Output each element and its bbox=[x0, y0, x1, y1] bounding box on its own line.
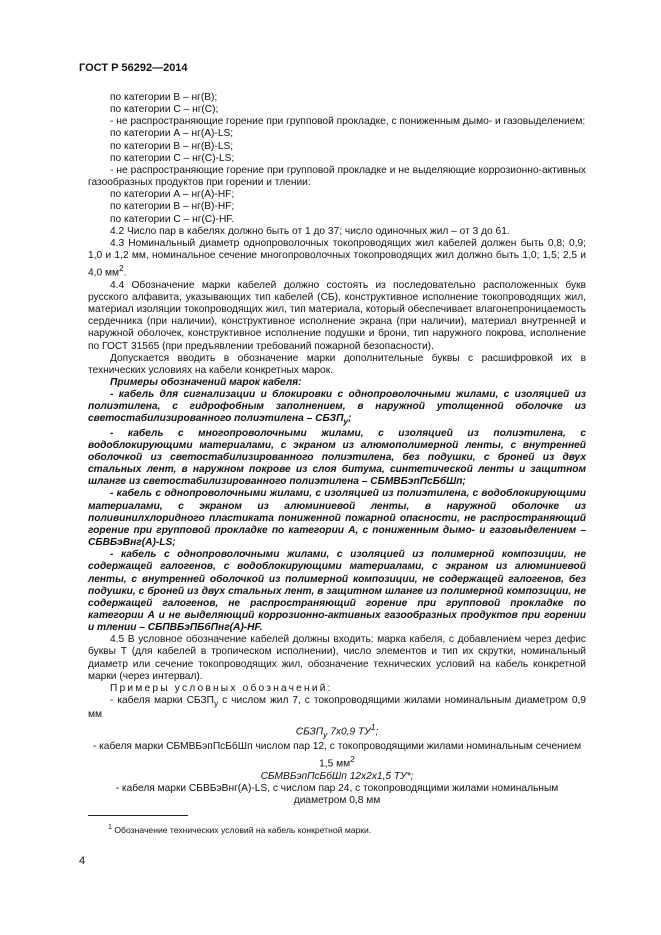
conditional-examples-title: Примеры условных обозначений: bbox=[110, 682, 333, 694]
page-number: 4 bbox=[79, 855, 86, 867]
conditional-example: - кабеля марки $СБЗП_у$ с числом жил 7, с токопроводящими жилами номинальным диаметром 0,9 мм bbox=[88, 695, 586, 721]
paragraph-4-3: 4.3 Номинальный диаметр однопроволочных токопроводящих жил кабелей должен быть 0,8; 0,9; 1,0 и 1,2 мм, номинальное сечение многопроволочных токопроводящих жил должно быть 1,0; 1,5; 2,5 и 4,0 $мм^2$. bbox=[88, 237, 586, 279]
document-header: ГОСТ Р 56292—2014 bbox=[79, 62, 188, 74]
category-line: по категории В – нг(В)-HF; bbox=[110, 201, 235, 213]
conditional-example: - кабеля марки СБВБэВнг(А)-LS, с числом пар 24, с токопроводящими жилами номинальным диаметром 0,8 мм bbox=[115, 782, 559, 807]
examples-title: Примеры обозначений марок кабеля: bbox=[110, 376, 302, 388]
designation-code: СБМВБэпПсБбШп 12х2х1,5 ТУ*; bbox=[260, 770, 414, 782]
footnote: $^1$ Обозначение технических условий на кабель конкретной марки. bbox=[108, 823, 372, 835]
designation-code: $СБЗП_у$ 7х0,9 $ТУ^1$; bbox=[295, 722, 379, 740]
paragraph-4-2: 4.2 Число пар в кабелях должно быть от 1 до 37; число одиночных жил – от 3 до 61. bbox=[110, 225, 510, 237]
category-line: по категории В – нг(В); bbox=[110, 92, 218, 103]
category-line: по категории С – нг(С); bbox=[110, 104, 219, 116]
paragraph-4-4: 4.4 Обозначение марки кабелей должно состоять из последовательно расположенных букв русского алфавита, указывающих тип кабелей (СБ), конструктивное исполнение токопроводящих жил, материал изоляции токопроводящих жил, тип материала, который обеспечивает влагонепроницаемость сердечника (при наличии), конструктивное исполнение экрана (при наличии), материал внутренней и наружной оболочек, конструктивное исполнение подушки и брони, тип наружного покрова, исполнение по ГОСТ 31565 (при предъявлении требований пожарной безопасности). bbox=[88, 279, 586, 352]
body-text bbox=[88, 92, 586, 807]
example-item: - кабель для сигнализации и блокировки с однопроволочными жилами, с изоляцией из полиэтилена, с гидрофобным заполнением, в наружной утолщенной оболочке из светостабилизированного полиэтилена – $СБЗП_у$; bbox=[88, 389, 586, 427]
example-item: - кабель с однопроволочными жилами, с изоляцией из полимерной композиции, не содержащей галогенов, с водоблокирующими материалами, с экраном из алюминиевой ленты, с внутренней оболочкой из полимерной композиции, не содержащей галогенов, без подушки, с броней из двух стальных лент, в защитном шланге из полимерной композиции, не содержащей галогенов, не распространяющий горение при групповой прокладке по категории А и не выделяющий коррозионно-активных газообразных продуктов при горении и тлении – СБПВБэПБбПнг(А)-HF. bbox=[88, 549, 586, 634]
example-item: - кабель с многопроволочными жилами, с изоляцией из полиэтилена, с водоблокирующими материалами, с экраном из алюмополимерной ленты, с внутренней оболочкой из светостабилизированного полиэтилена, без подушки, с броней из двух стальных лент, в наружном покрове из слоя битума, синтетической ленты и защитном шланге из светостабилизированного полиэтилена – СБМВБэпПсБбШп; bbox=[88, 427, 586, 488]
footnote-divider bbox=[88, 815, 188, 816]
paragraph-4-5: 4.5 В условное обозначение кабелей должны входить: марка кабеля, с добавлением через дефис буквы Т (для кабелей в тропическом исполнении), число элементов и тип их скрутки, номинальный диаметр или сечение токопроводящих жил, обозначение технических условий на кабель конкретной марки (через интервал). bbox=[88, 634, 586, 682]
category-line: по категории С – нг(С)-LS; bbox=[110, 152, 235, 164]
category-line: по категории А – нг(А)-LS; bbox=[110, 128, 234, 140]
conditional-example: - кабеля марки СБМВБэпПсБбШп числом пар 12, с токопроводящими жилами номинальным сечением 1,5 $мм^2$ bbox=[92, 741, 582, 770]
category-line: по категории В – нг(В)-LS; bbox=[110, 140, 234, 152]
category-line: по категории С – нг(С)-HF. bbox=[110, 213, 235, 225]
list-item: - не распространяющие горение при групповой прокладке и не выделяющие коррозионно-активных газообразных продуктов при горении и тлении: bbox=[88, 164, 586, 189]
category-line: по категории А – нг(А)-HF; bbox=[110, 189, 235, 201]
paragraph-4-4-note: Допускается вводить в обозначение марки дополнительные буквы с расшифровкой их в технических условиях на кабели конкретных марок. bbox=[88, 352, 586, 376]
list-item: - не распространяющие горение при групповой прокладке, с пониженным дымо- и газовыделением: bbox=[110, 116, 586, 128]
example-item: - кабель с однопроволочными жилами, с изоляцией из полиэтилена, с водоблокирующими материалами, с экраном из алюминиевой ленты, в наружной оболочке из поливинилхлоридного пластиката пониженной пожарной опасности, не распространяющий горение при групповой прокладке по категории А, с пониженным дымо- и газовыделением – СБВБэВнг(А)-LS; bbox=[88, 488, 586, 549]
